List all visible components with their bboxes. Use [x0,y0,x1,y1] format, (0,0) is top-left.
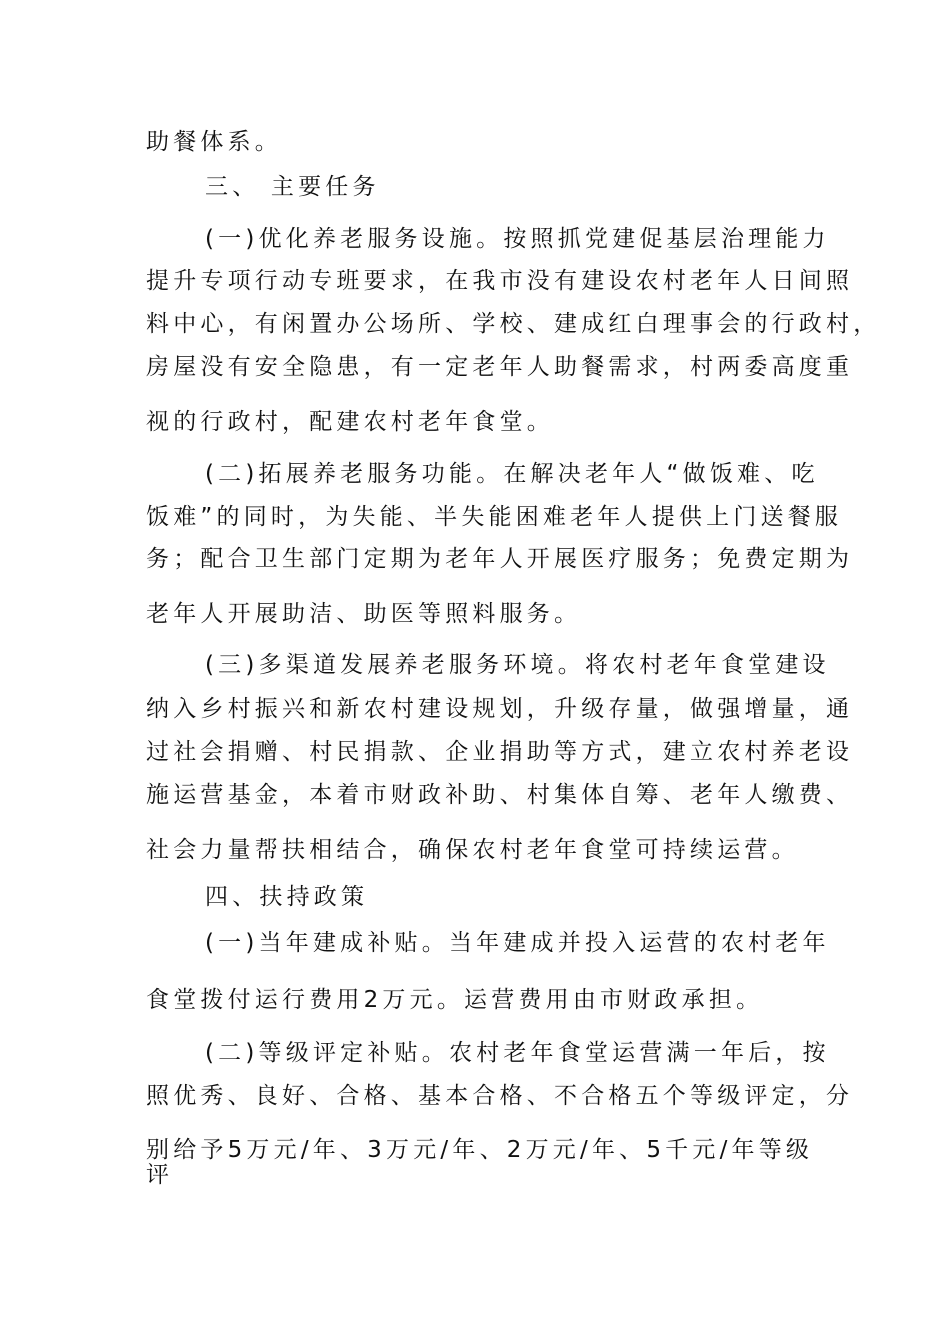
section-heading: 三、 主要任务 [205,174,380,200]
text-line: 料中心，有闲置办公场所、学校、建成红白理事会的行政村， [146,311,881,337]
text-line: 纳入乡村振兴和新农村建设规划，升级存量，做强增量，通 [146,696,854,722]
text-line: 老年人开展助洁、助医等照料服务。 [146,601,582,627]
text-line: 食堂拨付运行费用2万元。运营费用由市财政承担。 [146,987,764,1013]
paragraph-first-line: (一)优化养老服务设施。按照抓党建促基层治理能力 [205,226,830,252]
text-line: 视的行政村，配建农村老年食堂。 [146,409,554,435]
paragraph-first-line: (三)多渠道发展养老服务环境。将农村老年食堂建设 [205,652,830,678]
text-line: 饭难”的同时，为失能、半失能困难老年人提供上门送餐服 [146,504,843,530]
text-line: 务；配合卫生部门定期为老年人开展医疗服务；免费定期为 [146,546,854,572]
paragraph-first-line: (一)当年建成补贴。当年建成并投入运营的农村老年 [205,930,830,956]
text-line: 提升专项行动专班要求，在我市没有建设农村老年人日间照 [146,268,854,294]
paragraph-first-line: (二)拓展养老服务功能。在解决老年人“做饭难、吃 [205,461,819,487]
text-line: 评 [146,1162,174,1188]
text-line: 别给予5万元/年、3万元/年、2万元/年、5千元/年等级 [146,1137,814,1163]
paragraph-first-line: (二)等级评定补贴。农村老年食堂运营满一年后，按 [205,1040,830,1066]
section-heading: 四、扶持政策 [205,884,369,910]
text-line: 照优秀、良好、合格、基本合格、不合格五个等级评定，分 [146,1083,854,1109]
text-line: 施运营基金，本着市财政补助、村集体自筹、老年人缴费、 [146,782,854,808]
text-line: 社会力量帮扶相结合，确保农村老年食堂可持续运营。 [146,837,799,863]
text-line: 过社会捐赠、村民捐款、企业捐助等方式，建立农村养老设 [146,739,854,765]
text-line: 房屋没有安全隐患，有一定老年人助餐需求，村两委高度重 [146,354,854,380]
text-line: 助餐体系。 [146,129,282,155]
